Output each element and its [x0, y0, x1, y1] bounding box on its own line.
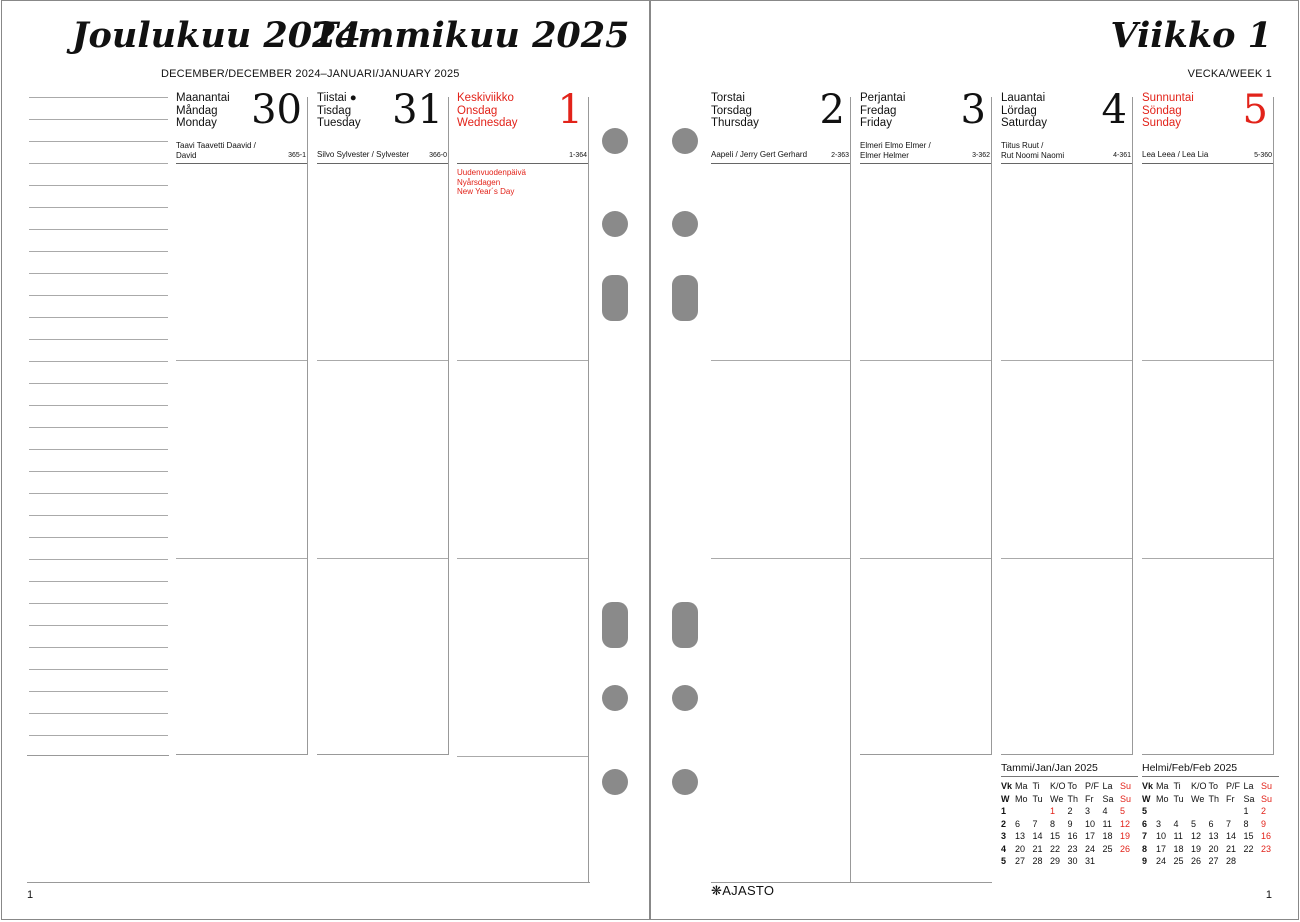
- date-cell: Su: [1120, 781, 1132, 792]
- day-divider: [317, 558, 449, 559]
- date-cell: [1244, 855, 1262, 868]
- date-cell: 21: [1032, 843, 1043, 854]
- date-cell: 17: [1085, 831, 1096, 842]
- note-line[interactable]: [29, 207, 168, 208]
- date-cell: 24: [1085, 843, 1096, 854]
- date-cell: 9: [1261, 818, 1267, 829]
- date-cell: 1: [1050, 806, 1056, 817]
- day-bottom: [176, 754, 308, 755]
- day-divider: [860, 163, 992, 164]
- date-row: [1001, 855, 1138, 868]
- date-cell: 18: [1173, 843, 1184, 854]
- date-cell: 14: [1032, 831, 1043, 842]
- day-border: [850, 97, 851, 755]
- name-days: Elmeri Elmo Elmer / Elmer Helmer: [860, 141, 931, 160]
- day-column-thursday[interactable]: [711, 87, 851, 883]
- note-line[interactable]: [29, 449, 168, 450]
- day-number: 5: [1242, 87, 1268, 133]
- date-cell: 4: [1102, 806, 1108, 817]
- date-cell: 20: [1015, 843, 1026, 854]
- day-code: 5-360: [1254, 152, 1272, 159]
- mini-calendar-january: [1001, 762, 1138, 868]
- date-cell: 25: [1173, 856, 1184, 867]
- date-cell: P/F: [1226, 781, 1241, 792]
- note-line[interactable]: [29, 251, 168, 252]
- date-cell: 3: [1085, 806, 1091, 817]
- date-cell: Fr: [1085, 793, 1094, 804]
- date-cell: 26: [1120, 843, 1131, 854]
- day-name: Torstai Torsdag Thursday: [711, 92, 759, 129]
- note-line[interactable]: [29, 647, 168, 648]
- date-cell: 9: [1067, 818, 1073, 829]
- day-divider: [176, 360, 308, 361]
- left-subtitle: DECEMBER/DECEMBER 2024–JANUARI/JANUARY 2025: [161, 68, 460, 80]
- day-divider: [1142, 360, 1274, 361]
- date-cell: [1103, 855, 1121, 868]
- day-divider: [711, 360, 851, 361]
- note-line[interactable]: [29, 361, 168, 362]
- date-cell: 13: [1208, 831, 1219, 842]
- week-subtitle: VECKA/WEEK 1: [1187, 68, 1272, 80]
- binder-hole: [672, 275, 698, 321]
- left-page: [1, 0, 650, 920]
- day-border: [850, 755, 851, 883]
- day-number: 2: [819, 87, 845, 133]
- week-number-cell: 4: [1001, 843, 1007, 854]
- day-code: 4-361: [1113, 152, 1131, 159]
- day-divider: [860, 360, 992, 361]
- mini-calendar-grid: [1001, 780, 1138, 868]
- day-number: 31: [392, 87, 443, 133]
- brand-name: AJASTO: [722, 883, 775, 898]
- date-cell: P/F: [1085, 781, 1100, 792]
- date-cell: 22: [1050, 843, 1061, 854]
- right-page: [650, 0, 1299, 920]
- day-divider: [711, 558, 851, 559]
- day-name: Maanantai Måndag Monday: [176, 92, 230, 129]
- date-cell: 11: [1102, 818, 1112, 829]
- day-code: 1-364: [569, 152, 587, 159]
- day-number: 1: [557, 87, 583, 133]
- day-name: Perjantai Fredag Friday: [860, 92, 906, 129]
- date-cell: 15: [1050, 831, 1061, 842]
- binder-hole: [602, 685, 628, 711]
- note-line[interactable]: [29, 229, 168, 230]
- day-column-wednesday[interactable]: [457, 87, 589, 883]
- note-line[interactable]: [29, 603, 168, 604]
- binder-hole: [602, 769, 628, 795]
- day-bottom: [1142, 754, 1274, 755]
- week-title: Viikko 1: [1110, 15, 1272, 56]
- date-cell: 28: [1226, 856, 1237, 867]
- note-line[interactable]: [29, 295, 168, 296]
- date-cell: 2: [1261, 806, 1267, 817]
- day-bottom: [860, 754, 992, 755]
- holiday-name: Uudenvuodenpäivä Nyårsdagen New Year´s Day: [457, 168, 526, 196]
- note-line[interactable]: [29, 405, 168, 406]
- date-cell: 27: [1208, 856, 1219, 867]
- mini-calendar-grid: [1142, 780, 1279, 868]
- date-cell: 10: [1085, 818, 1096, 829]
- note-line[interactable]: [29, 713, 168, 714]
- note-line[interactable]: [29, 163, 168, 164]
- date-cell: [1015, 805, 1033, 818]
- mini-calendar-title: Tammi/Jan/Jan 2025: [1001, 762, 1138, 777]
- date-cell: We: [1191, 793, 1205, 804]
- day-divider: [457, 360, 589, 361]
- day-border: [1273, 97, 1274, 755]
- note-line[interactable]: [29, 427, 168, 428]
- header-row: [1142, 780, 1279, 793]
- note-line[interactable]: [29, 185, 168, 186]
- day-divider: [457, 163, 589, 164]
- date-cell: K/O: [1050, 781, 1066, 792]
- day-border: [588, 97, 589, 883]
- date-cell: 23: [1261, 843, 1272, 854]
- day-bottom: [317, 754, 449, 755]
- note-line[interactable]: [29, 141, 168, 142]
- note-line[interactable]: [29, 581, 168, 582]
- day-divider: [860, 558, 992, 559]
- date-cell: 16: [1067, 831, 1078, 842]
- day-border: [307, 97, 308, 755]
- week-number-cell: 5: [1001, 856, 1007, 867]
- page-number: 1: [1265, 889, 1272, 901]
- date-cell: 2: [1067, 806, 1073, 817]
- date-cell: 17: [1156, 843, 1167, 854]
- date-cell: Sa: [1243, 793, 1255, 804]
- week-number-cell: 8: [1142, 843, 1148, 854]
- brand-logo: [711, 883, 774, 899]
- day-column-tuesday[interactable]: [317, 87, 449, 755]
- name-days: Silvo Sylvester / Sylvester: [317, 150, 410, 159]
- binder-hole: [602, 275, 628, 321]
- binder-hole: [672, 769, 698, 795]
- day-border: [991, 97, 992, 755]
- day-code: 2-363: [831, 152, 849, 159]
- date-cell: Th: [1208, 793, 1220, 804]
- week-number-cell: 1: [1001, 806, 1007, 817]
- date-cell: 24: [1156, 856, 1167, 867]
- date-cell: 19: [1120, 831, 1131, 842]
- day-column-friday[interactable]: [860, 87, 992, 755]
- date-cell: Su: [1120, 793, 1132, 804]
- brand-star-icon: ❋: [711, 883, 723, 898]
- note-line[interactable]: [29, 559, 168, 560]
- day-column-sunday[interactable]: [1142, 87, 1274, 755]
- date-cell: La: [1102, 781, 1113, 792]
- date-cell: 29: [1050, 856, 1061, 867]
- date-cell: [1261, 855, 1279, 868]
- date-cell: K/O: [1191, 781, 1207, 792]
- binder-hole: [602, 128, 628, 154]
- date-cell: 12: [1191, 831, 1202, 842]
- date-cell: Mo: [1015, 793, 1028, 804]
- date-cell: 26: [1191, 856, 1202, 867]
- binder-hole: [672, 602, 698, 648]
- date-cell: 4: [1173, 818, 1179, 829]
- date-row: [1142, 805, 1279, 818]
- note-line[interactable]: [29, 537, 168, 538]
- date-cell: 11: [1173, 831, 1183, 842]
- note-line[interactable]: [29, 471, 168, 472]
- date-cell: 20: [1208, 843, 1219, 854]
- week-number-cell: Vk: [1142, 781, 1154, 792]
- day-name: Keskiviikko Onsdag Wednesday: [457, 92, 518, 129]
- day-name: Sunnuntai Söndag Sunday: [1142, 92, 1194, 129]
- mini-calendar-title: Helmi/Feb/Feb 2025: [1142, 762, 1279, 777]
- date-cell: [1226, 805, 1244, 818]
- week-number-cell: Vk: [1001, 781, 1013, 792]
- day-bottom: [1001, 754, 1133, 755]
- day-divider: [1001, 163, 1133, 164]
- date-cell: [1191, 805, 1209, 818]
- day-number: 30: [251, 87, 302, 133]
- name-days: Tiitus Ruut / Rut Noomi Naomi: [1001, 141, 1065, 160]
- date-row: [1001, 843, 1138, 856]
- day-divider: [1142, 558, 1274, 559]
- date-cell: [1209, 805, 1227, 818]
- note-line[interactable]: [29, 383, 168, 384]
- date-cell: Sa: [1102, 793, 1114, 804]
- day-name: Tiistai ● Tisdag Tuesday: [317, 92, 361, 129]
- date-cell: 27: [1015, 856, 1026, 867]
- binder-hole: [602, 211, 628, 237]
- date-cell: 15: [1243, 831, 1254, 842]
- page-number: 1: [27, 889, 34, 901]
- week-number-cell: 9: [1142, 856, 1148, 867]
- date-cell: 6: [1015, 818, 1021, 829]
- week-number-cell: 2: [1001, 818, 1007, 829]
- date-cell: 13: [1015, 831, 1026, 842]
- note-line[interactable]: [29, 339, 168, 340]
- date-cell: 3: [1156, 818, 1162, 829]
- date-cell: 12: [1120, 818, 1131, 829]
- date-cell: [1174, 805, 1192, 818]
- date-cell: 5: [1191, 818, 1197, 829]
- note-line[interactable]: [29, 669, 168, 670]
- left-bottom-rule: [27, 882, 590, 883]
- note-line[interactable]: [29, 515, 168, 516]
- date-row: [1142, 855, 1279, 868]
- day-border: [1132, 97, 1133, 755]
- binder-hole: [672, 211, 698, 237]
- date-cell: 18: [1102, 831, 1113, 842]
- left-title-january: Tammikuu 2025: [312, 15, 630, 56]
- date-cell: 19: [1191, 843, 1202, 854]
- date-row: [1001, 818, 1138, 831]
- date-cell: Ti: [1173, 781, 1181, 792]
- day-divider: [1142, 163, 1274, 164]
- date-cell: Tu: [1173, 793, 1184, 804]
- date-cell: 23: [1067, 843, 1078, 854]
- day-code: 365-1: [288, 152, 306, 159]
- date-row: [1142, 818, 1279, 831]
- date-cell: La: [1243, 781, 1254, 792]
- date-cell: 5: [1120, 806, 1126, 817]
- week-number-cell: W: [1142, 793, 1151, 804]
- date-cell: Th: [1067, 793, 1079, 804]
- day-divider: [457, 558, 589, 559]
- name-days: Lea Leea / Lea Lia: [1142, 150, 1209, 159]
- date-cell: Su: [1261, 793, 1273, 804]
- day-divider: [317, 163, 449, 164]
- day-code: 3-362: [972, 152, 990, 159]
- day-divider: [317, 360, 449, 361]
- date-cell: To: [1067, 781, 1078, 792]
- date-cell: 28: [1032, 856, 1043, 867]
- date-cell: [1033, 805, 1051, 818]
- week-number-cell: W: [1001, 793, 1010, 804]
- notes-bottom-rule: [27, 755, 169, 756]
- left-title-december: Joulukuu 2024: [72, 15, 361, 56]
- name-days: Taavi Taavetti Daavid / David: [176, 141, 256, 160]
- date-cell: [1156, 805, 1174, 818]
- date-cell: 31: [1085, 856, 1096, 867]
- date-cell: 7: [1032, 818, 1038, 829]
- week-number-cell: 3: [1001, 831, 1007, 842]
- date-row: [1142, 830, 1279, 843]
- date-cell: Ma: [1156, 781, 1169, 792]
- date-cell: 16: [1261, 831, 1272, 842]
- date-cell: Fr: [1226, 793, 1235, 804]
- day-code: 366-0: [429, 152, 447, 159]
- date-row: [1142, 843, 1279, 856]
- week-number-cell: 6: [1142, 818, 1148, 829]
- date-cell: Su: [1261, 781, 1273, 792]
- header-row: [1001, 780, 1138, 793]
- date-cell: Ma: [1015, 781, 1028, 792]
- binder-hole: [672, 128, 698, 154]
- day-divider: [176, 558, 308, 559]
- date-cell: 30: [1067, 856, 1078, 867]
- note-line[interactable]: [29, 119, 168, 120]
- date-cell: 14: [1226, 831, 1237, 842]
- date-cell: 8: [1050, 818, 1056, 829]
- day-divider: [1001, 558, 1133, 559]
- week-number-cell: 5: [1142, 806, 1148, 817]
- date-cell: 8: [1243, 818, 1249, 829]
- date-cell: 22: [1243, 843, 1254, 854]
- note-line[interactable]: [29, 625, 168, 626]
- note-line[interactable]: [29, 735, 168, 736]
- note-line[interactable]: [29, 97, 168, 98]
- date-row: [1001, 805, 1138, 818]
- day-number: 4: [1101, 87, 1127, 133]
- day-divider: [711, 163, 851, 164]
- day-number: 3: [960, 87, 986, 133]
- day-divider: [1001, 360, 1133, 361]
- day-border: [448, 97, 449, 755]
- date-cell: 25: [1102, 843, 1113, 854]
- date-cell: 1: [1243, 806, 1249, 817]
- date-cell: Tu: [1032, 793, 1043, 804]
- binder-hole: [602, 602, 628, 648]
- day-name: Lauantai Lördag Saturday: [1001, 92, 1048, 129]
- date-cell: To: [1208, 781, 1219, 792]
- date-cell: Ti: [1032, 781, 1040, 792]
- date-cell: Mo: [1156, 793, 1169, 804]
- note-line[interactable]: [29, 493, 168, 494]
- day-divider: [176, 163, 308, 164]
- day-column-monday[interactable]: [176, 87, 308, 755]
- name-days: Aapeli / Jerry Gert Gerhard: [711, 150, 808, 159]
- header-row: [1001, 793, 1138, 806]
- note-line[interactable]: [29, 317, 168, 318]
- note-line[interactable]: [29, 273, 168, 274]
- note-line[interactable]: [29, 691, 168, 692]
- date-cell: 7: [1226, 818, 1232, 829]
- day-divider: [457, 756, 589, 757]
- date-cell: 21: [1226, 843, 1237, 854]
- date-cell: [1120, 855, 1138, 868]
- binder-hole: [672, 685, 698, 711]
- header-row: [1142, 793, 1279, 806]
- date-cell: 10: [1156, 831, 1167, 842]
- date-cell: 6: [1208, 818, 1214, 829]
- date-cell: We: [1050, 793, 1064, 804]
- week-number-cell: 7: [1142, 831, 1148, 842]
- mini-calendar-february: [1142, 762, 1279, 868]
- date-row: [1001, 830, 1138, 843]
- day-column-saturday[interactable]: [1001, 87, 1133, 755]
